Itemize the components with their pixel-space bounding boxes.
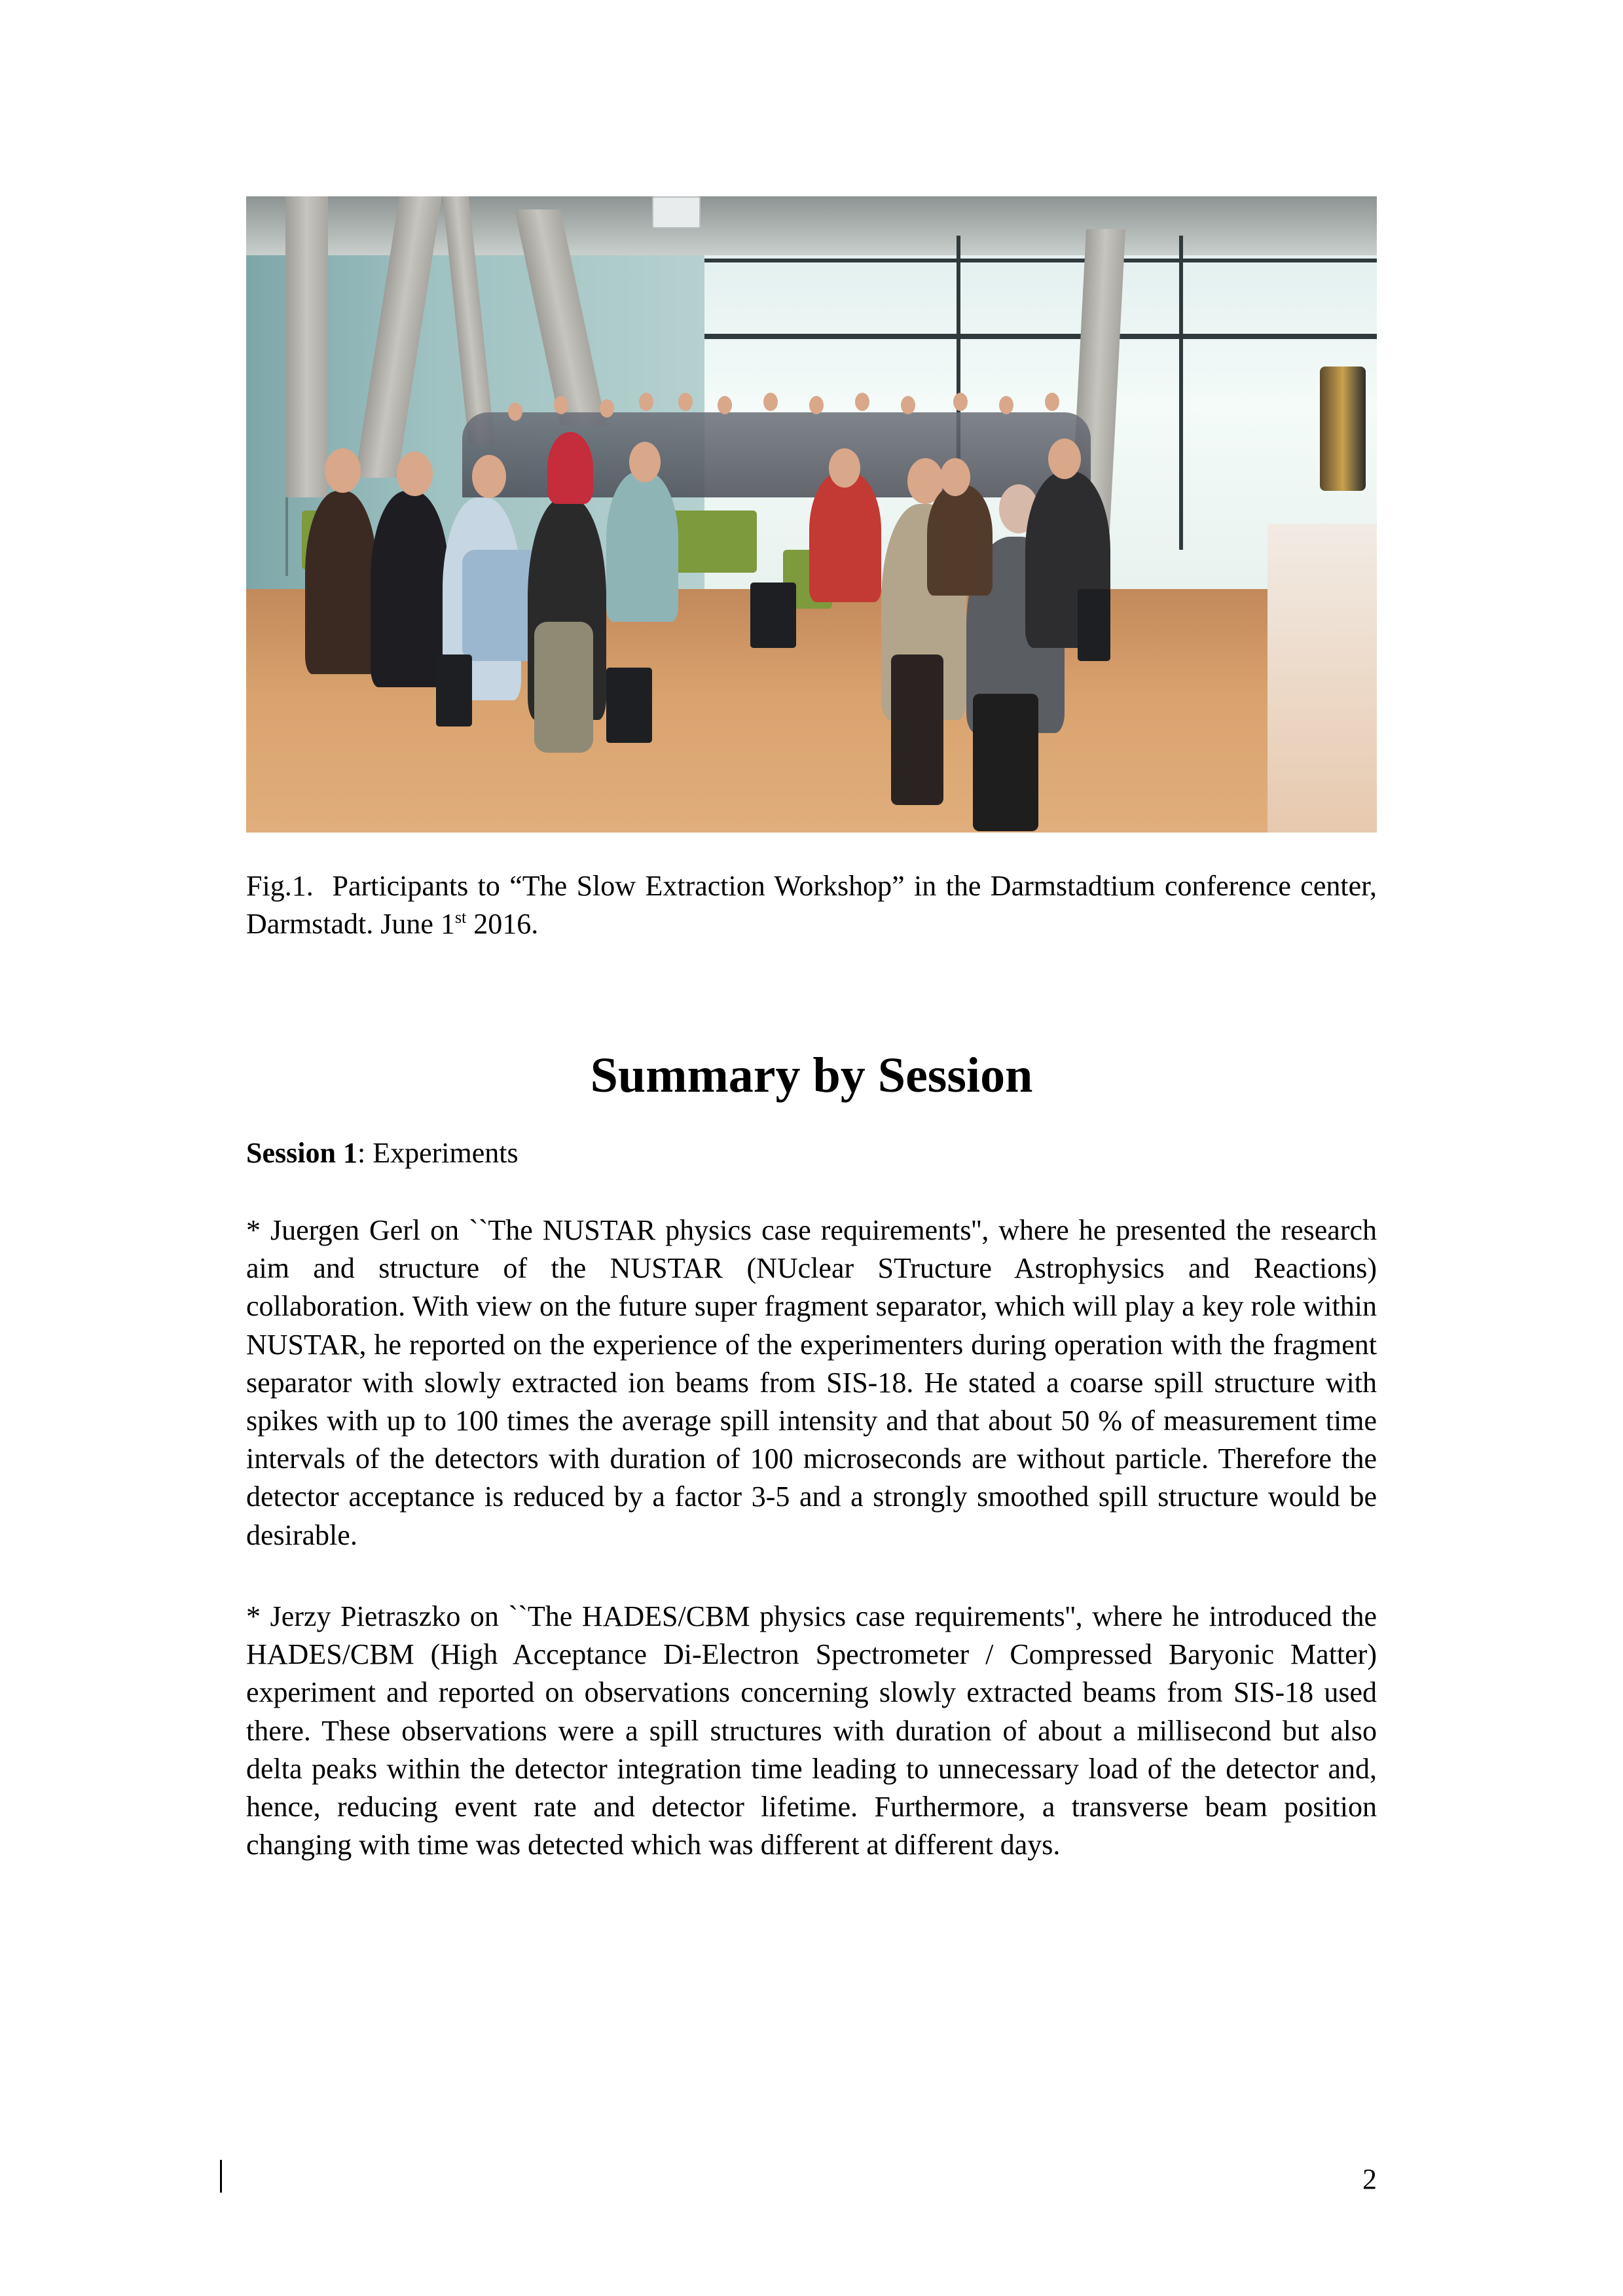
photo-mullion [704, 259, 1377, 262]
session-name: Experiments [365, 1137, 519, 1169]
paragraph-gerl: * Juergen Gerl on ``The NUSTAR physics case requirements'', where he presented the research aim and structure of the NUSTAR (NUclear STructure Astrophysics and Reactions) collaboration. With view on the future super fragment separator, which will play a key role within NUSTAR, he reported on the experience of the experimenters during operation with the fragment separator with slowly extracted ion beams from SIS-18. He stated a coarse spill structure with spikes with up to 100 times the average spill intensity and that about 50 % of measurement time intervals of the detectors with duration of 100 microseconds are without particle. Therefore the detector acceptance is reduced by a factor 3-5 and a strongly smoothed spill structure would be desirable. [246, 1214, 1377, 1551]
page-number: 2 [1362, 2163, 1377, 2195]
figure-label: Fig.1. [246, 870, 314, 902]
photo-mullion [1179, 236, 1183, 550]
caption-text: Participants to “The Slow Extraction Workshop” in the Darmstadtium conference center, Darmstadt. June 1 [246, 870, 1377, 940]
photo-pillar [285, 196, 328, 497]
photo-coats [1320, 367, 1366, 491]
caption-superscript: st [454, 908, 467, 927]
session-title [246, 1134, 519, 1172]
section-heading: Summary by Session [590, 1048, 1033, 1103]
figure-caption [246, 867, 1377, 943]
paragraph-pietraszko: * Jerzy Pietraszko on ``The HADES/CBM physics case requirements'', where he introduced the HADES/CBM (High Acceptance Di-Electron Spectrometer / Compressed Baryonic Matter) experiment and reported on observations concerning slowly extracted beams from SIS-18 used there. These observations were a spill structures with duration of about a millisecond but also delta peaks within the detector integration time leading to unnecessary load of the detector and, hence, reducing event rate and detector lifetime. Furthermore, a transverse beam position changing with time was detected which was different at different days. [246, 1600, 1377, 1861]
photo-floor-bright [1267, 524, 1377, 833]
caption-year: 2016. [466, 908, 539, 940]
session-separator: : [357, 1137, 366, 1169]
workshop-participants-photo [246, 196, 1377, 833]
session-label: Session 1 [246, 1137, 357, 1169]
change-bar [220, 2160, 222, 2193]
photo-projector [652, 196, 701, 228]
photo-mullion [704, 334, 1377, 339]
